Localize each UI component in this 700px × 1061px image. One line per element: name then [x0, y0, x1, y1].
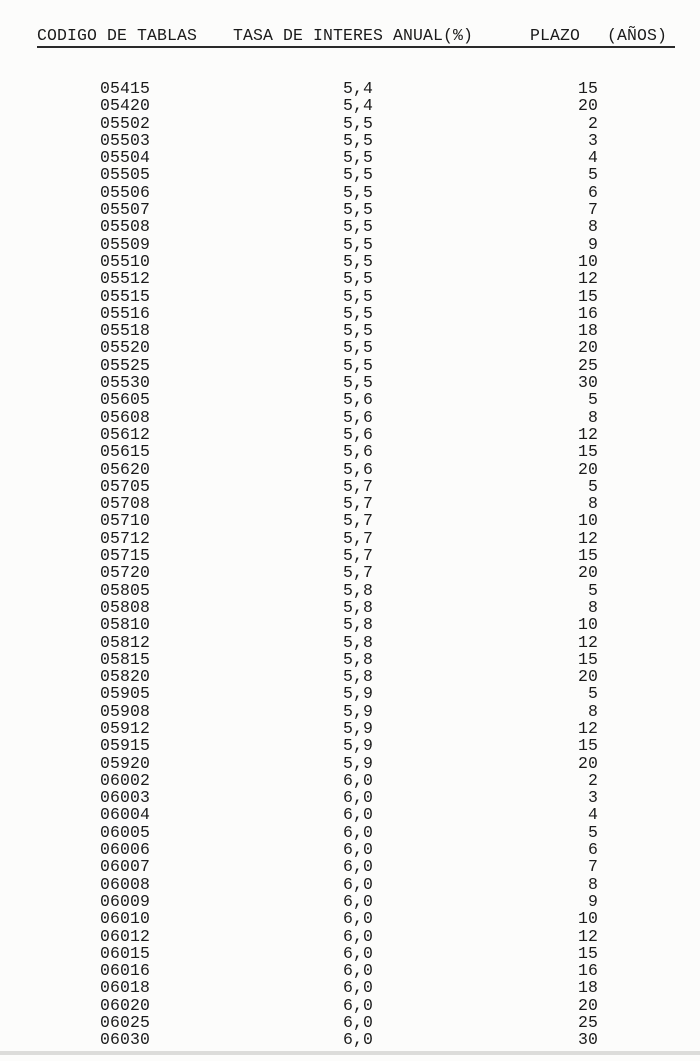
table-cell-codigo: 06020 [100, 995, 151, 1015]
table-cell-tasa: 5,7 [343, 563, 374, 583]
table-cell-tasa: 5,5 [343, 269, 374, 289]
table-cell-tasa: 5,7 [343, 528, 374, 548]
table-cell-plazo: 12 [577, 718, 598, 738]
table-cell-codigo: 05915 [100, 736, 151, 756]
table-cell-codigo: 05507 [100, 200, 151, 220]
table-cell-codigo: 06010 [100, 909, 151, 929]
table-row [37, 115, 675, 132]
table-row [37, 1014, 675, 1031]
table-cell-plazo: 20 [577, 563, 598, 583]
table-cell-codigo: 05520 [100, 338, 151, 358]
table-row [37, 374, 675, 391]
table-row [37, 339, 675, 356]
table-header-row [37, 25, 675, 48]
table-cell-tasa: 6,0 [343, 857, 374, 877]
table-cell-tasa: 6,0 [343, 891, 374, 911]
table-cell-plazo: 10 [577, 909, 598, 929]
table-row [37, 322, 675, 339]
table-row [37, 305, 675, 322]
table-cell-codigo: 05908 [100, 701, 151, 721]
table-cell-plazo: 18 [577, 978, 598, 998]
table-cell-plazo: 12 [577, 424, 598, 444]
table-cell-tasa: 6,0 [343, 1030, 374, 1050]
table-cell-plazo: 4 [587, 148, 598, 168]
table-row [37, 236, 675, 253]
table-cell-codigo: 06003 [100, 788, 151, 808]
table-cell-codigo: 05920 [100, 753, 151, 773]
table-cell-plazo: 20 [577, 995, 598, 1015]
table-cell-codigo: 05812 [100, 632, 151, 652]
table-cell-tasa: 5,5 [343, 303, 374, 323]
table-cell-plazo: 8 [587, 701, 598, 721]
table-row [37, 876, 675, 893]
table-row [37, 132, 675, 149]
table-cell-plazo: 3 [587, 130, 598, 150]
table-row [37, 668, 675, 685]
table-cell-tasa: 5,6 [343, 424, 374, 444]
table-cell-plazo: 15 [577, 286, 598, 306]
table-cell-codigo: 05502 [100, 113, 151, 133]
table-cell-codigo: 05503 [100, 130, 151, 150]
table-row [37, 841, 675, 858]
table-cell-tasa: 6,0 [343, 805, 374, 825]
table-row [37, 928, 675, 945]
table-cell-tasa: 5,5 [343, 251, 374, 271]
table-cell-codigo: 05710 [100, 511, 151, 531]
table-cell-tasa: 6,0 [343, 840, 374, 860]
table-cell-plazo: 15 [577, 79, 598, 98]
table-cell-tasa: 5,5 [343, 286, 374, 306]
table-cell-tasa: 6,0 [343, 943, 374, 963]
table-cell-plazo: 25 [577, 1013, 598, 1033]
table-row [37, 720, 675, 737]
table-cell-tasa: 5,9 [343, 753, 374, 773]
table-cell-tasa: 5,8 [343, 649, 374, 669]
table-cell-plazo: 5 [587, 165, 598, 185]
table-cell-plazo: 18 [577, 321, 598, 341]
table-cell-plazo: 20 [577, 459, 598, 479]
table-cell-tasa: 5,9 [343, 701, 374, 721]
table-cell-tasa: 6,0 [343, 874, 374, 894]
table-cell-codigo: 05912 [100, 718, 151, 738]
table-row [37, 357, 675, 374]
table-cell-plazo: 8 [587, 874, 598, 894]
table-cell-plazo: 12 [577, 269, 598, 289]
table-cell-codigo: 05905 [100, 684, 151, 704]
table-body [37, 80, 675, 1049]
table-cell-plazo: 10 [577, 511, 598, 531]
table-row [37, 512, 675, 529]
table-cell-plazo: 5 [587, 390, 598, 410]
table-cell-codigo: 06016 [100, 961, 151, 981]
table-row [37, 703, 675, 720]
table-cell-codigo: 05509 [100, 234, 151, 254]
table-cell-tasa: 5,5 [343, 148, 374, 168]
table-cell-tasa: 5,8 [343, 632, 374, 652]
table-cell-codigo: 05808 [100, 597, 151, 617]
table-cell-codigo: 05615 [100, 442, 151, 462]
table-cell-codigo: 05820 [100, 667, 151, 687]
table-cell-codigo: 05605 [100, 390, 151, 410]
table-cell-tasa: 5,9 [343, 684, 374, 704]
table-cell-codigo: 05415 [100, 79, 151, 98]
table-cell-codigo: 06030 [100, 1030, 151, 1050]
table-row [37, 893, 675, 910]
table-row [37, 443, 675, 460]
table-cell-codigo: 06009 [100, 891, 151, 911]
table-cell-tasa: 5,5 [343, 373, 374, 393]
table-row [37, 755, 675, 772]
table-row [37, 547, 675, 564]
table-cell-tasa: 5,5 [343, 321, 374, 341]
table-cell-plazo: 15 [577, 736, 598, 756]
table-cell-plazo: 9 [587, 234, 598, 254]
table-row [37, 582, 675, 599]
table-cell-plazo: 30 [577, 373, 598, 393]
table-row [37, 997, 675, 1014]
table-cell-plazo: 8 [587, 407, 598, 427]
table-row [37, 201, 675, 218]
table-row [37, 270, 675, 287]
table-cell-tasa: 5,5 [343, 130, 374, 150]
table-cell-tasa: 5,7 [343, 494, 374, 514]
table-cell-codigo: 05715 [100, 546, 151, 566]
table-cell-tasa: 5,5 [343, 182, 374, 202]
table-cell-plazo: 9 [587, 891, 598, 911]
table-row [37, 184, 675, 201]
table-row [37, 910, 675, 927]
table-cell-codigo: 05720 [100, 563, 151, 583]
table-cell-tasa: 6,0 [343, 978, 374, 998]
table-cell-codigo: 06025 [100, 1013, 151, 1033]
table-row [37, 806, 675, 823]
table-row [37, 1031, 675, 1048]
table-cell-tasa: 5,5 [343, 200, 374, 220]
table-cell-plazo: 20 [577, 667, 598, 687]
table-row [37, 599, 675, 616]
table-row [37, 962, 675, 979]
page-edge-shadow [0, 1051, 700, 1055]
table-cell-codigo: 05705 [100, 476, 151, 496]
table-cell-tasa: 5,7 [343, 511, 374, 531]
table-cell-plazo: 6 [587, 182, 598, 202]
table-row [37, 979, 675, 996]
table-row [37, 149, 675, 166]
column-header-anos: (AÑOS) [607, 26, 668, 45]
table-cell-tasa: 5,5 [343, 234, 374, 254]
table-cell-plazo: 20 [577, 96, 598, 116]
table-row [37, 218, 675, 235]
table-row [37, 789, 675, 806]
table-cell-plazo: 30 [577, 1030, 598, 1050]
table-cell-codigo: 05815 [100, 649, 151, 669]
column-header-codigo: CODIGO DE TABLAS [37, 26, 198, 45]
table-cell-codigo: 05805 [100, 580, 151, 600]
table-cell-codigo: 05708 [100, 494, 151, 514]
table-cell-tasa: 5,4 [343, 79, 374, 98]
table-cell-plazo: 5 [587, 476, 598, 496]
table-row [37, 824, 675, 841]
table-cell-tasa: 5,6 [343, 390, 374, 410]
table-cell-plazo: 15 [577, 546, 598, 566]
table-row [37, 409, 675, 426]
table-cell-tasa: 5,7 [343, 476, 374, 496]
table-row [37, 530, 675, 547]
table-row [37, 564, 675, 581]
table-row [37, 685, 675, 702]
table-cell-codigo: 05608 [100, 407, 151, 427]
table-cell-tasa: 6,0 [343, 909, 374, 929]
table-cell-codigo: 06007 [100, 857, 151, 877]
table-cell-plazo: 10 [577, 615, 598, 635]
table-cell-tasa: 5,5 [343, 338, 374, 358]
table-row [37, 253, 675, 270]
table-cell-codigo: 05810 [100, 615, 151, 635]
table-cell-tasa: 6,0 [343, 995, 374, 1015]
table-row [37, 80, 675, 97]
table-row [37, 945, 675, 962]
table-row [37, 858, 675, 875]
table-cell-plazo: 6 [587, 840, 598, 860]
table-cell-codigo: 05420 [100, 96, 151, 116]
table-cell-codigo: 05510 [100, 251, 151, 271]
table-cell-plazo: 2 [587, 770, 598, 790]
table-cell-plazo: 8 [587, 217, 598, 237]
table-cell-codigo: 06006 [100, 840, 151, 860]
table-cell-plazo: 8 [587, 494, 598, 514]
table-cell-tasa: 6,0 [343, 788, 374, 808]
table-cell-codigo: 05530 [100, 373, 151, 393]
table-cell-codigo: 06015 [100, 943, 151, 963]
table-cell-codigo: 06018 [100, 978, 151, 998]
table-cell-tasa: 6,0 [343, 770, 374, 790]
table-cell-tasa: 5,7 [343, 546, 374, 566]
table-row [37, 288, 675, 305]
table-cell-plazo: 3 [587, 788, 598, 808]
table-cell-plazo: 10 [577, 251, 598, 271]
table-cell-codigo: 05620 [100, 459, 151, 479]
table-row [37, 478, 675, 495]
table-row [37, 391, 675, 408]
table-cell-tasa: 5,6 [343, 407, 374, 427]
table-cell-codigo: 05712 [100, 528, 151, 548]
table-cell-tasa: 6,0 [343, 822, 374, 842]
table-cell-codigo: 06004 [100, 805, 151, 825]
table-cell-tasa: 5,9 [343, 718, 374, 738]
table-cell-plazo: 16 [577, 303, 598, 323]
table-row [37, 495, 675, 512]
table-cell-plazo: 2 [587, 113, 598, 133]
table-cell-tasa: 5,9 [343, 736, 374, 756]
table-row [37, 426, 675, 443]
table-row [37, 616, 675, 633]
table-cell-codigo: 05518 [100, 321, 151, 341]
table-cell-plazo: 7 [587, 857, 598, 877]
column-header-tasa: TASA DE INTERES ANUAL(%) [233, 26, 474, 45]
table-row [37, 166, 675, 183]
table-cell-codigo: 05505 [100, 165, 151, 185]
table-cell-plazo: 15 [577, 442, 598, 462]
table-cell-plazo: 12 [577, 926, 598, 946]
table-cell-codigo: 05512 [100, 269, 151, 289]
table-cell-plazo: 4 [587, 805, 598, 825]
table-cell-codigo: 06012 [100, 926, 151, 946]
table-cell-codigo: 06005 [100, 822, 151, 842]
table-cell-tasa: 6,0 [343, 926, 374, 946]
table-cell-tasa: 5,5 [343, 217, 374, 237]
table-cell-plazo: 25 [577, 355, 598, 375]
table-cell-tasa: 5,8 [343, 597, 374, 617]
table-cell-plazo: 15 [577, 649, 598, 669]
table-cell-tasa: 5,8 [343, 615, 374, 635]
table-cell-plazo: 20 [577, 338, 598, 358]
table-cell-tasa: 5,6 [343, 442, 374, 462]
column-header-plazo: PLAZO [530, 26, 581, 45]
table-row [37, 97, 675, 114]
table-cell-codigo: 05515 [100, 286, 151, 306]
table-cell-codigo: 05508 [100, 217, 151, 237]
table-cell-tasa: 5,5 [343, 165, 374, 185]
table-cell-tasa: 5,4 [343, 96, 374, 116]
table-cell-plazo: 5 [587, 580, 598, 600]
table-cell-codigo: 06002 [100, 770, 151, 790]
table-cell-codigo: 05525 [100, 355, 151, 375]
table-row [37, 634, 675, 651]
table-cell-codigo: 05612 [100, 424, 151, 444]
table-cell-plazo: 5 [587, 822, 598, 842]
table-cell-tasa: 6,0 [343, 961, 374, 981]
table-row [37, 772, 675, 789]
table-cell-plazo: 12 [577, 528, 598, 548]
table-cell-tasa: 6,0 [343, 1013, 374, 1033]
table-row [37, 737, 675, 754]
table-cell-plazo: 12 [577, 632, 598, 652]
table-cell-plazo: 5 [587, 684, 598, 704]
table-cell-codigo: 05504 [100, 148, 151, 168]
table-cell-tasa: 5,5 [343, 355, 374, 375]
table-cell-plazo: 7 [587, 200, 598, 220]
table-cell-plazo: 20 [577, 753, 598, 773]
table-cell-codigo: 05516 [100, 303, 151, 323]
table-cell-codigo: 06008 [100, 874, 151, 894]
table-cell-tasa: 5,6 [343, 459, 374, 479]
table-cell-tasa: 5,8 [343, 580, 374, 600]
table-cell-tasa: 5,5 [343, 113, 374, 133]
table-row [37, 651, 675, 668]
table-cell-plazo: 15 [577, 943, 598, 963]
table-row [37, 461, 675, 478]
table-cell-plazo: 16 [577, 961, 598, 981]
table-cell-tasa: 5,8 [343, 667, 374, 687]
table-cell-plazo: 8 [587, 597, 598, 617]
table-cell-codigo: 05506 [100, 182, 151, 202]
